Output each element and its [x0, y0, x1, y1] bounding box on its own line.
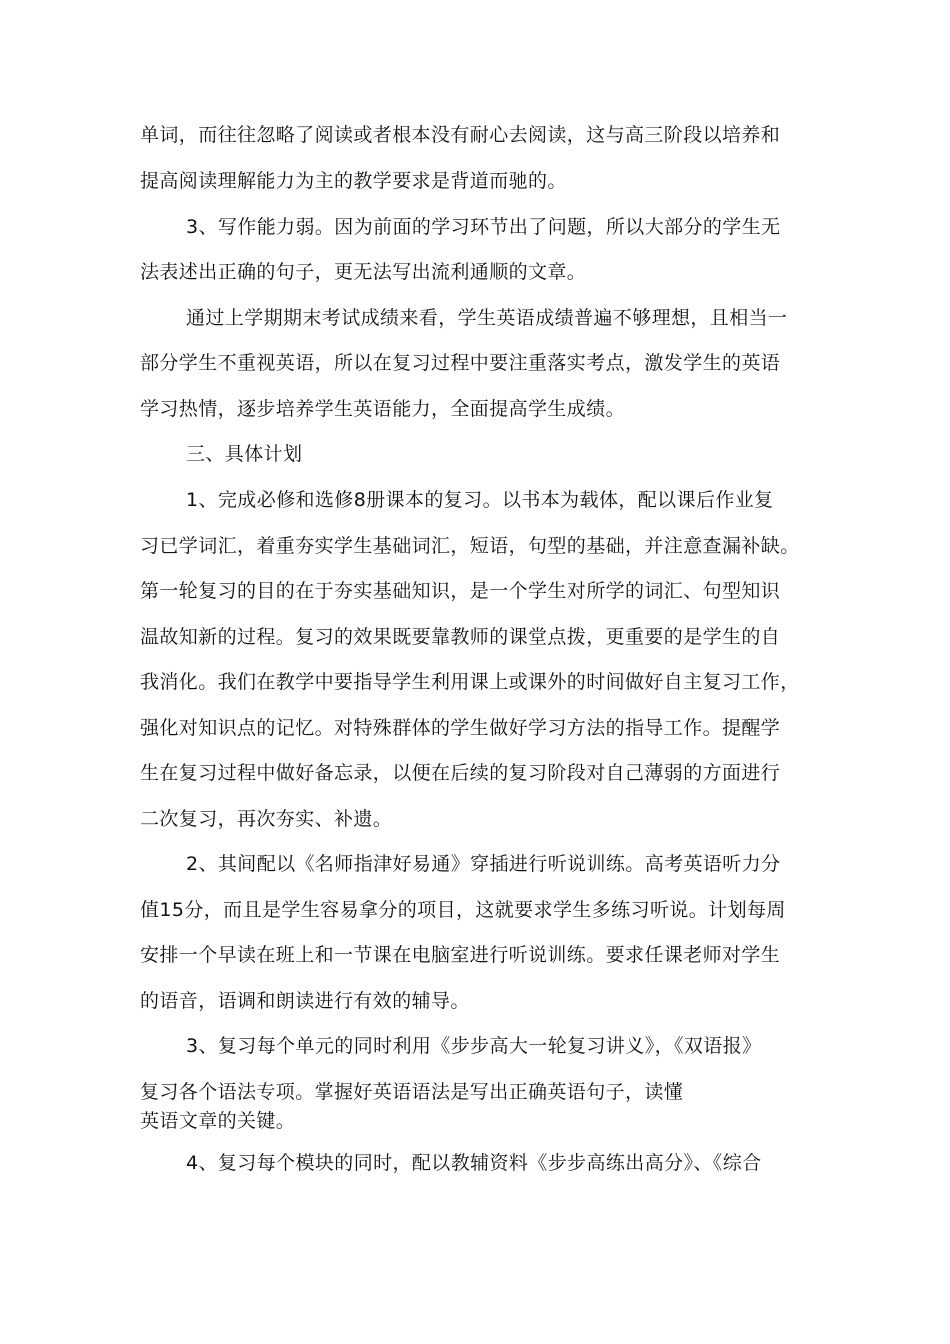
text-line: 英语文章的关键。 [140, 1110, 296, 1132]
text-line: 第一轮复习的目的在于夯实基础知识，是一个学生对所学的词汇、句型知识 [140, 580, 781, 602]
text-line: 3、写作能力弱。因为前面的学习环节出了问题，所以大部分的学生无 [186, 216, 781, 238]
text-line: 法表述出正确的句子，更无法写出流利通顺的文章。 [140, 261, 587, 283]
text-line: 提高阅读理解能力为主的教学要求是背道而驰的。 [140, 170, 567, 192]
text-line: 强化对知识点的记忆。对特殊群体的学生做好学习方法的指导工作。提醒学 [140, 717, 781, 739]
text-line: 部分学生不重视英语，所以在复习过程中要注重落实考点，激发学生的英语 [140, 352, 781, 374]
text-line: 生在复习过程中做好备忘录，以便在后续的复习阶段对自己薄弱的方面进行 [140, 762, 781, 784]
text-line: 二次复习，再次夯实、补遗。 [140, 808, 393, 830]
text-line: 3、复习每个单元的同时利用《步步高大一轮复习讲义》，《双语报》 [186, 1035, 762, 1057]
text-line: 安排一个早读在班上和一节课在电脑室进行听说训练。要求任课老师对学生 [140, 944, 781, 966]
text-line: 学习热情，逐步培养学生英语能力，全面提高学生成绩。 [140, 398, 626, 420]
text-line: 我消化。我们在教学中要指导学生利用课上或课外的时间做好自主复习工作， [140, 671, 800, 693]
text-line: 温故知新的过程。复习的效果既要靠教师的课堂点拨，更重要的是学生的自 [140, 626, 781, 648]
text-line: 单词，而往往忽略了阅读或者根本没有耐心去阅读，这与高三阶段以培养和 [140, 124, 781, 146]
text-line: 值15分，而且是学生容易拿分的项目，这就要求学生多练习听说。计划每周 [140, 899, 786, 921]
text-line: 1、完成必修和选修8册课本的复习。以书本为载体，配以课后作业复 [186, 489, 774, 511]
text-line: 的语音，语调和朗读进行有效的辅导。 [140, 990, 470, 1012]
text-line: 复习各个语法专项。掌握好英语语法是写出正确英语句子，读懂 [140, 1081, 684, 1103]
text-line: 习已学词汇，着重夯实学生基础词汇，短语，句型的基础，并注意查漏补缺。 [140, 535, 800, 557]
text-line: 2、其间配以《名师指津好易通》穿插进行听说训练。高考英语听力分 [186, 853, 781, 875]
text-line: 4、复习每个模块的同时，配以教辅资料《步步高练出高分》、《综合 [186, 1152, 762, 1174]
section-heading: 三、具体计划 [186, 443, 303, 465]
text-line: 通过上学期期末考试成绩来看，学生英语成绩普遍不够理想，且相当一 [186, 307, 788, 329]
